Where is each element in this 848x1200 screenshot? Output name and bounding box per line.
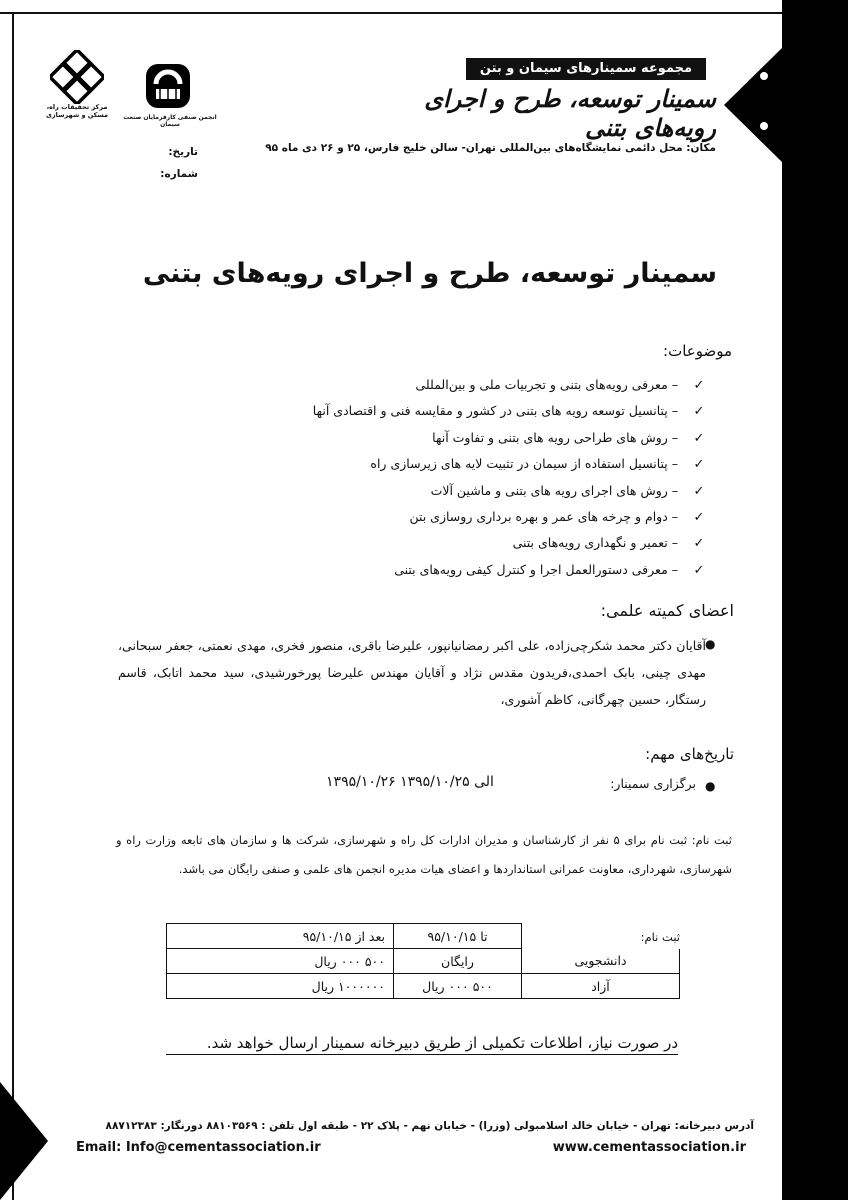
date-label: تاریخ: — [168, 146, 198, 158]
topics-heading: موضوعات: — [663, 342, 732, 360]
cement-association-logo — [144, 62, 192, 110]
registration-table-label: ثبت نام: — [640, 930, 680, 944]
topic-text: – روش های اجرای رویه های بتنی و ماشین آلات — [430, 482, 678, 498]
additional-info-notice: در صورت نیاز، اطلاعات تکمیلی از طریق دبیرخانه سمینار ارسال خواهد شد. — [166, 1034, 678, 1055]
footer-website[interactable]: www.cementassociation.ir — [552, 1140, 746, 1155]
topics-list — [300, 372, 710, 583]
table-cell-until: ۵۰۰ ۰۰۰ ریال — [394, 974, 522, 999]
bullet-icon: ● — [705, 779, 716, 793]
checkmark-icon: ✓ — [693, 378, 705, 393]
checkmark-icon: ✓ — [693, 536, 705, 552]
table-cell-after: ۱۰۰۰۰۰۰ ریال — [167, 974, 394, 999]
topic-text: – معرفی رویه‌های بتنی و تجربیات ملی و بین‌المللی — [415, 377, 678, 392]
checkmark-icon: ✓ — [693, 562, 705, 578]
left-border-line — [12, 12, 14, 1200]
topic-text: – روش های طراحی رویه های بتنی و تفاوت آنها — [432, 429, 678, 445]
checkmark-icon: ✓ — [693, 457, 705, 473]
road-research-center-logo — [50, 50, 104, 104]
right-black-band — [782, 0, 848, 1200]
table-cell-type: آزاد — [522, 974, 680, 999]
table-row — [167, 949, 680, 974]
seminar-date-label: برگزاری سمینار: — [610, 776, 696, 791]
committee-heading: اعضای کمیته علمی: — [600, 601, 734, 620]
list-item — [300, 478, 710, 504]
checkmark-icon: ✓ — [693, 483, 705, 499]
table-cell-after: ۵۰۰ ۰۰۰ ریال — [167, 949, 394, 974]
venue-line: مکان: محل دائمی نمایشگاه‌های بین‌المللی تهران- سالن خلیج فارس، ۲۵ و ۲۶ دی ماه ۹۵ — [265, 142, 716, 154]
footer-arrow-shape — [0, 1082, 48, 1200]
table-cell-type: دانشجویی — [522, 949, 680, 974]
committee-members-text: آقایان دکتر محمد شکرچی‌زاده، علی اکبر رمضانیانپور، علیرضا باقری، منصور فخری، مهدی نعمتی، جعفر سبحانی، مهدی چینی، بابک احمدی،فریدون مقدس نژاد و آقایان مهندس علیرضا پورخورشیدی، سید محمد اتابک، قاسم رستگار، حسین چهرگانی، کاظم آشوری، — [118, 638, 706, 707]
list-item — [300, 557, 710, 583]
registration-fee-table — [166, 923, 680, 999]
road-logo-caption: مرکز تحقیقات راه، مسکن و شهرسازی — [45, 103, 109, 119]
list-item — [300, 530, 710, 556]
registration-paragraph: ثبت نام: ثبت نام برای ۵ نفر از کارشناسان و مدیران ادارات کل راه و شهرسازی، شرکت ها و سازمان های تابعه وزارت راه و شهرسازی، شهرداری، معاونت عمرانی استانداردها و اعضای هیات مدیره انجمن های علمی و صنفی رایگان می باشد. — [116, 833, 732, 876]
top-border-line — [0, 12, 848, 14]
dates-heading: تاریخ‌های مهم: — [645, 745, 734, 763]
seminar-script-title: سمینار توسعه، طرح و اجرای رویه‌های بتنی — [424, 84, 716, 142]
checkmark-icon: ✓ — [693, 430, 705, 446]
cement-logo-caption: انجمن صنفی کارفرمایان صنعت سیمان — [123, 114, 217, 128]
seminar-date-value: ۱۳۹۵/۱۰/۲۶ الی ۱۳۹۵/۱۰/۲۵ — [326, 774, 494, 790]
number-label: شماره: — [160, 168, 198, 180]
table-row — [167, 974, 680, 999]
checkmark-icon: ✓ — [693, 404, 705, 420]
topic-text: – پتانسیل استفاده از سیمان در تثبیت لایه های زیرسازی راه — [370, 456, 678, 472]
header-tab-shape — [724, 46, 784, 164]
topic-text: – معرفی دستورالعمل اجرا و کنترل کیفی رویه‌های بتنی — [394, 561, 678, 577]
footer-address: آدرس دبیرخانه: تهران - خیابان خالد اسلامبولی (وزرا) - خیابان نهم - پلاک ۲۲ - طبقه اول تلفن : ۸۸۱۰۳۵۶۹ دورنگار: ۸۸۷۱۲۳۸۳ — [105, 1120, 754, 1132]
topic-text: – تعمیر و نگهداری رویه‌های بتنی — [512, 535, 678, 551]
page-title: سمینار توسعه، طرح و اجرای رویه‌های بتنی — [142, 258, 718, 289]
tab-dot-icon — [760, 122, 768, 130]
table-header-after: بعد از ۹۵/۱۰/۱۵ — [167, 924, 394, 949]
list-item — [300, 372, 710, 398]
table-cell-empty — [522, 924, 680, 949]
topic-text: – دوام و چرخه های عمر و بهره برداری روسازی بتن — [409, 508, 678, 524]
topic-text: – پتانسیل توسعه رویه های بتنی در کشور و مقایسه فنی و اقتصادی آنها — [312, 403, 678, 419]
table-header-until: تا ۹۵/۱۰/۱۵ — [394, 924, 522, 949]
table-cell-until: رایگان — [394, 949, 522, 974]
list-item — [300, 398, 710, 424]
list-item — [300, 504, 710, 530]
checkmark-icon: ✓ — [693, 509, 705, 525]
series-banner: مجموعه سمینارهای سیمان و بتن — [466, 58, 706, 80]
bullet-icon: ● — [705, 637, 716, 651]
list-item — [300, 425, 710, 451]
tab-dot-icon — [760, 72, 768, 80]
footer-email[interactable]: Email: Info@cementassociation.ir — [76, 1140, 321, 1155]
list-item — [300, 451, 710, 477]
table-header-row — [167, 924, 680, 949]
